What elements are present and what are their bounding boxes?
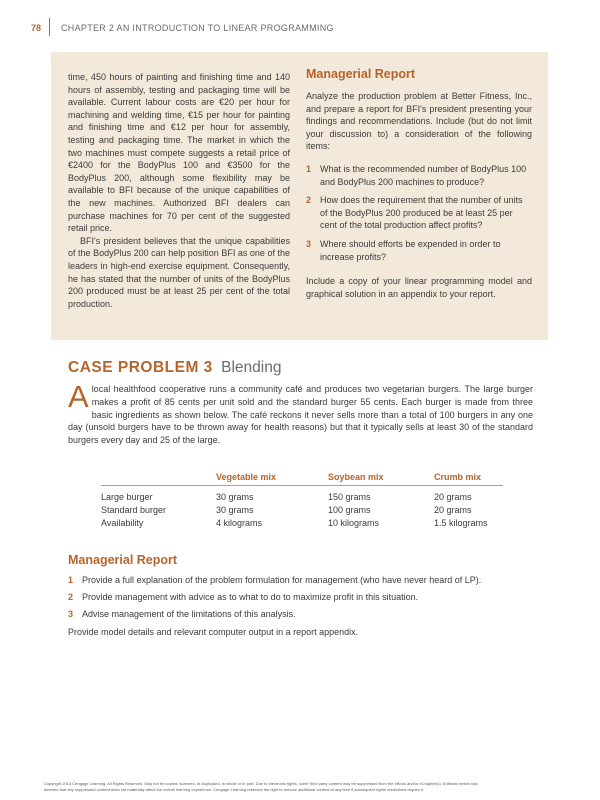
page-number: 78	[31, 23, 42, 33]
column-header: Crumb mix	[434, 472, 482, 482]
row-label: Standard burger	[101, 505, 167, 515]
list-item	[68, 574, 538, 586]
list-item	[68, 591, 538, 603]
column-header: Vegetable mix	[216, 472, 277, 482]
table-cell: 1.5 kilograms	[434, 518, 488, 528]
item-text: Advise management of the limitations of this analysis.	[82, 609, 296, 619]
copyright-footer	[44, 781, 560, 793]
managerial-report-list	[68, 574, 538, 625]
managerial-report-intro: Analyze the production problem at Better Fitness, Inc., and prepare a report for BFI's president presenting your findings and recommendations. Include (but do not limit your discussion to) a consideration of the following items:	[306, 91, 532, 152]
case-paragraph: time, 450 hours of painting and finishing time and 140 hours of assembly, testing and packaging time will be available. Current labour costs are €20 per hour for machining and welding time, €15 per hour for painting and finishing time and €12 per hour for assembly, testing and packaging time. The market in which the two machines must compete suggests a retail price of €2400 for the BodyPlus 100 and €3500 for the BodyPlus 200, although some flexibility may be available to BFI because of the unique capabilities of the new machines. Authorized BFI dealers can purchase machines for 70 per cent of the suggested retail price.	[68, 72, 290, 234]
row-label: Large burger	[101, 492, 153, 502]
case-text-left-column	[68, 71, 290, 310]
item-number: 1	[306, 163, 312, 174]
list-item	[306, 163, 532, 188]
item-text: Provide a full explanation of the problem formulation for management (who have never heard of LP).	[82, 575, 482, 585]
header-divider	[49, 18, 50, 36]
table-cell: 10 kilograms	[328, 518, 380, 528]
column-header: Soybean mix	[328, 472, 384, 482]
case-problem-name: Blending	[221, 359, 282, 376]
case-problem-label: CASE PROBLEM 3	[68, 359, 213, 376]
table-cell: 4 kilograms	[216, 518, 263, 528]
list-item	[306, 194, 532, 232]
table-cell: 150 grams	[328, 492, 371, 502]
running-header	[0, 0, 600, 40]
case-paragraph: BFI's president believes that the unique capabilities of the BodyPlus 200 can help position BFI as one of the leaders in high-end exercise equipment. Consequently, he has stated that the number of units of the BodyPlus 200 produced must be at least 25 per cent of the total production.	[68, 235, 290, 309]
table-cell: 20 grams	[434, 505, 472, 515]
list-item	[306, 238, 532, 263]
managerial-report-heading: Managerial Report	[68, 553, 178, 567]
managerial-report-column	[306, 66, 532, 300]
case-intro-text: local healthfood cooperative runs a community café and produces two vegetarian burgers. The large burger makes a profit of 85 cents per unit sold and the standard burger 55 cents. Each burger is made from three basic ingredients as shown below. The café reckons it never sells more than a total of 100 burgers in any one day (unsold burgers have to be thrown away for health reasons) but that it typically sells at least 30 of the standard burgers every day and 25 of the large.	[68, 384, 533, 446]
table-cell: 30 grams	[216, 492, 254, 502]
managerial-report-heading: Managerial Report	[306, 67, 416, 81]
item-number: 3	[68, 609, 74, 619]
chapter-title: CHAPTER 2 AN INTRODUCTION TO LINEAR PROGRAMMING	[61, 23, 334, 33]
item-number: 1	[68, 575, 74, 585]
drop-cap: A	[68, 379, 89, 414]
item-number: 3	[306, 238, 312, 249]
table-header-rule	[101, 485, 503, 486]
item-text: How does the requirement that the number of units of the BodyPlus 200 produced be at least 25 per cent of the total production affect profits?	[320, 195, 523, 231]
table-cell: 100 grams	[328, 505, 371, 515]
list-item	[68, 608, 538, 620]
table-cell: 20 grams	[434, 492, 472, 502]
report-appendix-note: Provide model details and relevant computer output in a report appendix.	[68, 627, 359, 637]
managerial-report-list	[306, 163, 532, 263]
item-text: Provide management with advice as to what to do to maximize profit in this situation.	[82, 592, 419, 602]
item-number: 2	[306, 195, 312, 206]
copyright-line: deemed that any suppressed content does not materially affect the overall learning experience. Cengage Learning reserves the right to remove additional content at any time if subsequent rights restrictions require it.	[44, 787, 425, 792]
case-problem-heading	[68, 358, 281, 378]
managerial-report-closing: Include a copy of your linear programming model and graphical solution in an appendix to your report.	[306, 276, 532, 299]
case-intro	[68, 379, 533, 447]
item-text: What is the recommended number of BodyPlus 100 and BodyPlus 200 machines to produce?	[320, 163, 527, 187]
copyright-line: Copyright 2014 Cengage Learning. All Rights Reserved. May not be copied, scanned, or duplicated, in whole or in part. Due to electronic rights, some third party content may be suppressed from the eBook and/or eChapter(s). Editorial review has	[44, 781, 478, 786]
table-cell: 30 grams	[216, 505, 254, 515]
item-number: 2	[68, 592, 74, 602]
row-label: Availability	[101, 518, 144, 528]
item-text: Where should efforts be expended in order to increase profits?	[320, 238, 501, 262]
